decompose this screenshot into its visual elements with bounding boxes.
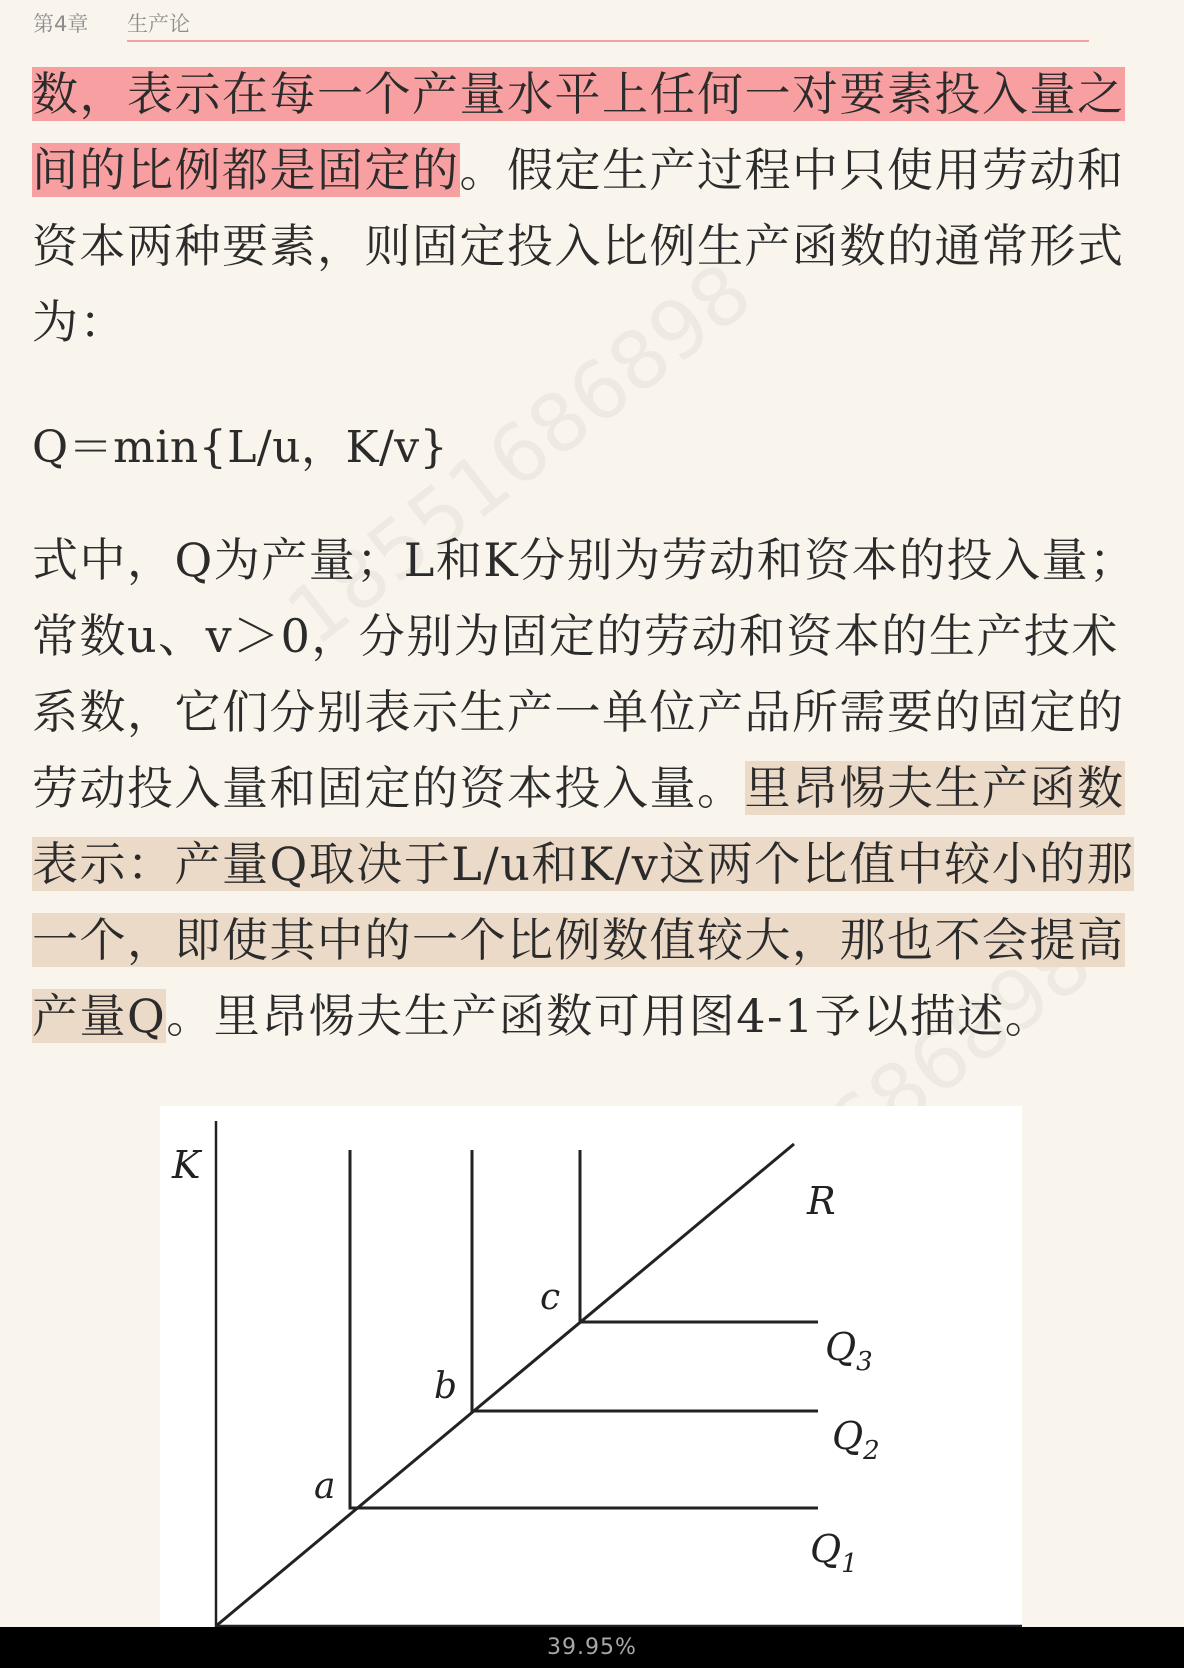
expansion-ray bbox=[216, 1144, 794, 1626]
q1-subscript: 1 bbox=[841, 1549, 858, 1579]
isoquant-q3 bbox=[580, 1150, 818, 1322]
point-b-label: b bbox=[434, 1366, 458, 1407]
k-axis-label: K bbox=[172, 1143, 201, 1187]
q3-subscript: 3 bbox=[856, 1347, 873, 1377]
isoquant-q2 bbox=[472, 1150, 818, 1411]
header-divider bbox=[127, 40, 1089, 42]
chapter-number: 第4章 bbox=[33, 12, 89, 36]
q2-subscript: 2 bbox=[863, 1436, 880, 1466]
paragraph-1-rest: 。假定生产过程中只使用劳动和资本两种要素，则固定投入比例生产函数的通常形式为： bbox=[32, 143, 1125, 349]
reading-content[interactable] bbox=[32, 56, 1152, 1054]
point-c-label: c bbox=[540, 1277, 561, 1318]
ray-label: R bbox=[807, 1179, 836, 1223]
highlight-red[interactable]: 数，表示在每一个产量水平上任何一对要素投入量之间的比例都是固定的 bbox=[32, 67, 1125, 197]
paragraph-1[interactable] bbox=[32, 56, 1152, 360]
q3-letter: Q bbox=[825, 1325, 857, 1369]
curve-q1-label bbox=[810, 1527, 858, 1579]
highlight-tan[interactable]: 里昂惕夫生产函数表示：产量Q取决于L/u和K/v这两个比值中较小的那一个，即使其中的一个比例数值较大，那也不会提高产量Q bbox=[32, 761, 1135, 1043]
chapter-header bbox=[33, 4, 1089, 38]
paragraph-2-plain: 式中，Q为产量；L和K分别为劳动和资本的投入量；常数u、v＞0，分别为固定的劳动和资本的生产技术系数，它们分别表示生产一单位产品所需要的固定的劳动投入量和固定的资本投入量。 bbox=[32, 533, 1137, 815]
paragraph-2-tail: 。里昂惕夫生产函数可用图4-1予以描述。 bbox=[166, 989, 1053, 1043]
progress-percentage: 39.95% bbox=[547, 1635, 637, 1660]
chapter-title: 生产论 bbox=[127, 12, 190, 36]
curve-q2-label bbox=[832, 1414, 880, 1466]
figure-leontief-isoquants[interactable] bbox=[160, 1106, 1022, 1628]
reading-progress-bar[interactable] bbox=[0, 1627, 1184, 1668]
point-a-label: a bbox=[314, 1466, 336, 1507]
formula: Q＝min{L/u，K/v} bbox=[32, 422, 449, 473]
q1-letter: Q bbox=[810, 1527, 842, 1571]
q2-letter: Q bbox=[832, 1414, 864, 1458]
paragraph-2[interactable] bbox=[32, 522, 1152, 1054]
isoquant-diagram bbox=[160, 1106, 1022, 1628]
curve-q3-label bbox=[825, 1325, 873, 1377]
